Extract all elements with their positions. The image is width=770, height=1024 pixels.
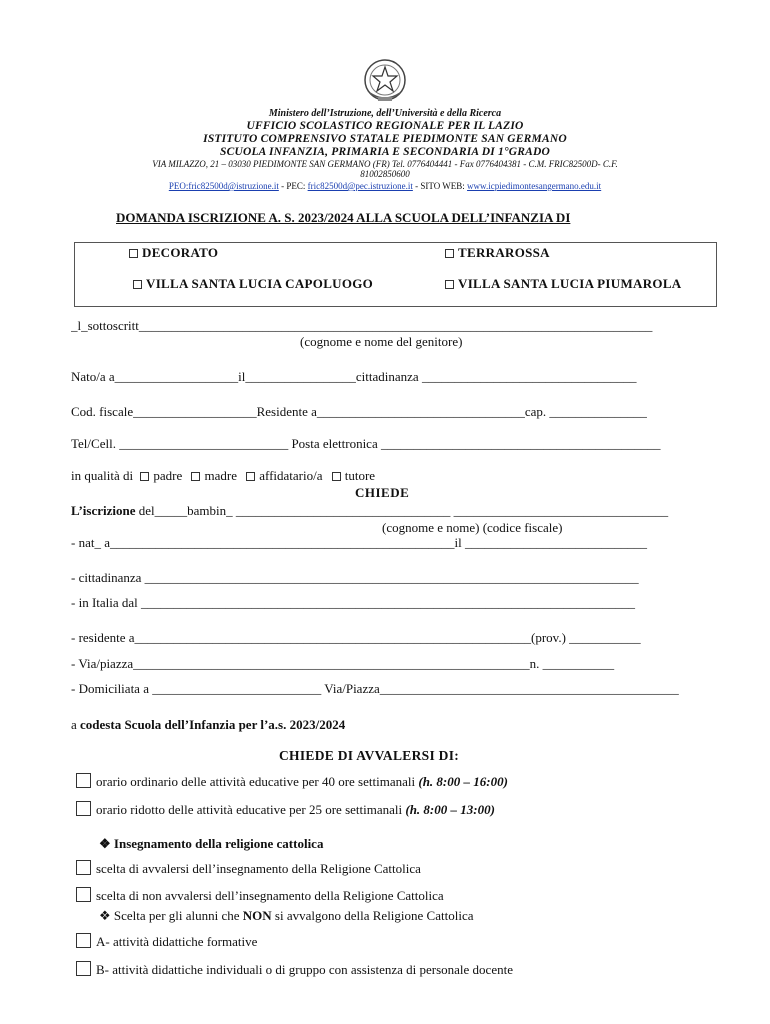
child-name-hint: (cognome e nome) (codice fiscale): [382, 520, 563, 535]
tax-code-line: 81002850600: [360, 169, 410, 179]
iscrizione-field[interactable]: L’iscrizione del_____bambin_ _________________________________ _________________________________: [71, 503, 669, 518]
birth-field[interactable]: Nato/a a___________________il_________________cittadinanza _________________________________: [71, 369, 637, 384]
peo-link[interactable]: PEO:fric82500d@istruzione.it: [168, 181, 279, 191]
address-line: VIA MILAZZO, 21 – 03030 PIEDIMONTE SAN GERMANO (FR) Tel. 0776404441 - Fax 0776404381 - C.M. FRIC82500D- C.F.: [152, 159, 618, 169]
avvalersi-heading: CHIEDE DI AVVALERSI DI:: [279, 748, 460, 763]
alternative-heading: ❖ Scelta per gli alunni che NON si avvalgono della Religione Cattolica: [99, 908, 474, 923]
tax-code-field[interactable]: Cod. fiscale___________________Residente a________________________________cap. _______________: [71, 404, 647, 419]
checkbox-icon[interactable]: [76, 933, 91, 948]
checkbox-icon[interactable]: [76, 961, 91, 976]
diamond-bullet-icon: ❖: [99, 908, 111, 923]
child-residence-field[interactable]: - residente a_____________________________________________________________(prov.) ___________: [71, 630, 641, 645]
sottoscritto-field[interactable]: _l_sottoscritt_______________________________________________________________________________: [71, 318, 653, 333]
contacts-line: [0, 181, 770, 191]
child-domicile-field[interactable]: - Domiciliata a __________________________ Via/Piazza______________________________________________: [71, 681, 679, 696]
checkbox-icon[interactable]: [445, 280, 454, 289]
option-religion-no[interactable]: scelta di non avvalersi dell’insegnamento della Religione Cattolica: [76, 887, 444, 904]
child-citizenship-field[interactable]: - cittadinanza ____________________________________________________________________________: [71, 570, 639, 585]
checkbox-icon[interactable]: [133, 280, 142, 289]
school-option-vsl-piumarola[interactable]: VILLA SANTA LUCIA PIUMAROLA: [445, 276, 681, 292]
checkbox-icon[interactable]: [76, 801, 91, 816]
option-affidatario: affidatario/a: [259, 468, 323, 483]
checkbox-icon[interactable]: [76, 887, 91, 902]
pec-prefix: - PEC:: [278, 181, 308, 191]
religion-heading: ❖ Insegnamento della religione cattolica: [99, 836, 324, 851]
relationship-row: in qualità di padre madre affidatario/a tutore: [71, 468, 376, 483]
web-prefix: - SITO WEB:: [412, 181, 468, 191]
diamond-bullet-icon: ❖: [99, 836, 111, 851]
ministry-name: Ministero dell’Istruzione, dell’Università e della Ricerca: [268, 108, 502, 119]
child-birth-field[interactable]: - nat_ a_____________________________________________________il ____________________________: [71, 535, 647, 550]
school-year-line: a codesta Scuola dell’Infanzia per l’a.s. 2023/2024: [71, 717, 346, 732]
italian-republic-emblem-icon: [362, 57, 408, 103]
school-option-vsl-capoluogo[interactable]: VILLA SANTA LUCIA CAPOLUOGO: [133, 276, 373, 292]
child-street-field[interactable]: - Via/piazza_____________________________________________________________n. ___________: [71, 656, 615, 671]
schools-subtitle: SCUOLA INFANZIA, PRIMARIA E SECONDARIA DI 1°GRADO: [219, 146, 550, 158]
school-option-terrarossa[interactable]: TERRAROSSA: [445, 245, 550, 261]
regional-office: UFFICIO SCOLASTICO REGIONALE PER IL LAZIO: [246, 120, 524, 132]
checkbox-icon[interactable]: [129, 249, 138, 258]
pec-link[interactable]: fric82500d@pec.istruzione.it: [307, 181, 413, 191]
checkbox-icon[interactable]: [76, 860, 91, 875]
checkbox-icon[interactable]: [445, 249, 454, 258]
checkbox-icon[interactable]: [76, 773, 91, 788]
option-alt-b[interactable]: B- attività didattiche individuali o di gruppo con assistenza di personale docente: [76, 961, 513, 978]
phone-email-field[interactable]: Tel/Cell. __________________________ Posta elettronica ___________________________________________: [71, 436, 661, 451]
option-tutore: tutore: [344, 468, 376, 483]
institute-name: ISTITUTO COMPRENSIVO STATALE PIEDIMONTE SAN GERMANO: [203, 133, 567, 145]
option-padre: padre: [153, 468, 183, 483]
chiede-heading: CHIEDE: [355, 485, 410, 500]
in-italy-since-field[interactable]: - in Italia dal ____________________________________________________________________________: [71, 595, 636, 610]
checkbox-icon[interactable]: [332, 472, 341, 481]
option-alt-a[interactable]: A- attività didattiche formative: [76, 933, 257, 950]
form-title: DOMANDA ISCRIZIONE A. S. 2023/2024 ALLA SCUOLA DELL’INFANZIA DI: [116, 210, 571, 225]
checkbox-icon[interactable]: [246, 472, 255, 481]
checkbox-icon[interactable]: [140, 472, 149, 481]
school-option-decorato[interactable]: DECORATO: [129, 245, 218, 261]
option-madre: madre: [204, 468, 237, 483]
parent-name-hint: (cognome e nome del genitore): [300, 334, 463, 349]
option-orario-ridotto[interactable]: orario ridotto delle attività educative per 25 ore settimanali (h. 8:00 – 13:00): [76, 801, 495, 818]
checkbox-icon[interactable]: [191, 472, 200, 481]
option-orario-ordinario[interactable]: orario ordinario delle attività educative per 40 ore settimanali (h. 8:00 – 16:00): [76, 773, 508, 790]
option-religion-yes[interactable]: scelta di avvalersi dell’insegnamento della Religione Cattolica: [76, 860, 421, 877]
web-link[interactable]: www.icpiedimontesangermano.edu.it: [467, 181, 602, 191]
